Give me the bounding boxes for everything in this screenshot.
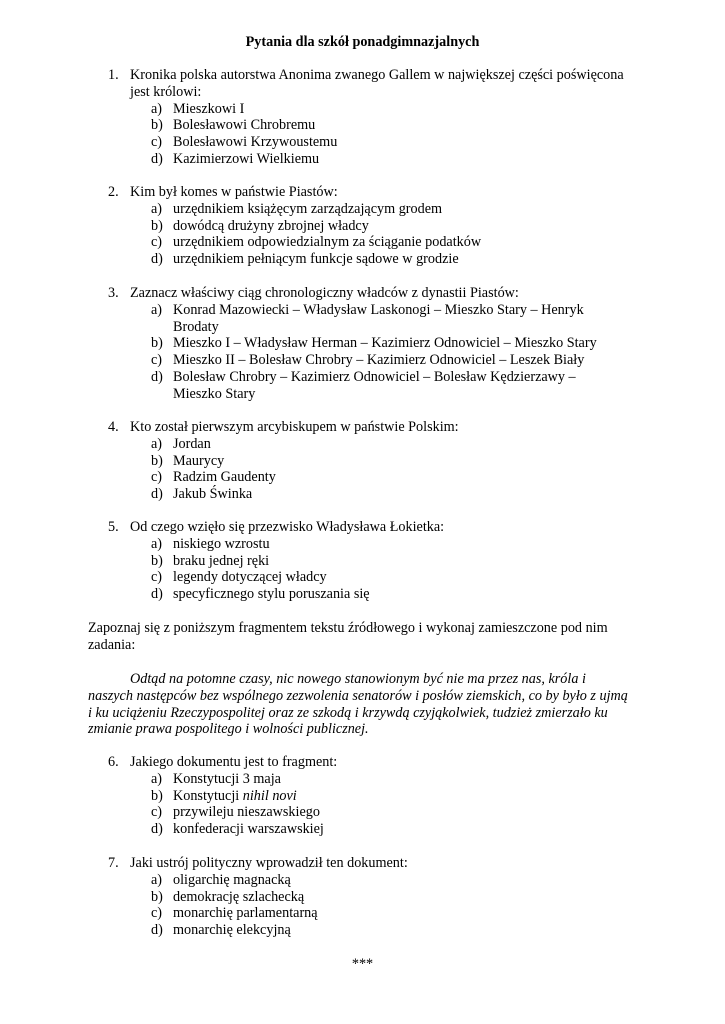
answer-option: [108, 201, 628, 218]
source-intro: Zapoznaj się z poniższym fragmentem tekstu źródłowego i wykonaj zamieszczone pod nim zadania:: [88, 620, 608, 653]
option-text-plain: demokrację szlachecką: [173, 888, 305, 905]
option-letter: d): [151, 821, 163, 838]
question-text-row: [108, 519, 628, 536]
option-text-plain: Radzim Gaudenty: [173, 469, 276, 486]
answer-options: [108, 536, 628, 603]
option-letter: d): [151, 586, 163, 603]
answer-option: [108, 335, 628, 352]
option-text-plain: braku jednej ręki: [173, 552, 270, 569]
question-number: 4.: [108, 419, 119, 435]
option-text-plain: dowódcą drużyny zbrojnej władcy: [173, 217, 369, 234]
option-text: [173, 821, 628, 838]
option-text-plain: Maurycy: [173, 452, 225, 469]
option-letter: c): [151, 905, 163, 922]
answer-options: [108, 872, 628, 939]
option-letter: d): [151, 251, 163, 268]
option-text: [173, 218, 628, 235]
option-text-plain: oligarchię magnacką: [173, 871, 291, 888]
answer-option: [108, 134, 628, 151]
question-3: [108, 285, 628, 403]
option-letter: c): [151, 134, 163, 151]
option-text: [173, 453, 628, 470]
option-letter: a): [151, 301, 163, 318]
question-6: [108, 754, 628, 838]
answer-option: [108, 352, 628, 369]
option-text-plain: Kazimierzowi Wielkiemu: [173, 150, 320, 167]
answer-option: [108, 821, 628, 838]
option-text: [173, 352, 628, 369]
answer-option: [108, 905, 628, 922]
option-letter: c): [151, 234, 163, 251]
option-text: [173, 905, 628, 922]
option-text: [173, 922, 628, 939]
answer-options: [108, 101, 628, 168]
option-letter: a): [151, 435, 163, 452]
option-letter: d): [151, 368, 163, 385]
option-letter: a): [151, 100, 163, 117]
option-text: [173, 804, 628, 821]
option-text: [173, 469, 628, 486]
question-text-row: [108, 67, 628, 101]
option-text-plain: urzędnikiem odpowiedzialnym za ściąganie podatków: [173, 234, 482, 251]
question-text-row: [108, 285, 628, 302]
option-text: [173, 251, 628, 268]
option-letter: b): [151, 452, 163, 469]
option-text-plain: Bolesławowi Krzywoustemu: [173, 134, 338, 151]
question-text: Jaki ustrój polityczny wprowadził ten dokument:: [130, 855, 408, 871]
question-text: Zaznacz właściwy ciąg chronologiczny władców z dynastii Piastów:: [130, 285, 519, 301]
question-number: 5.: [108, 519, 119, 535]
answer-option: [108, 536, 628, 553]
option-text: [173, 151, 628, 168]
option-letter: b): [151, 217, 163, 234]
question-text: Jakiego dokumentu jest to fragment:: [130, 754, 338, 770]
question-number: 3.: [108, 285, 119, 301]
option-text: [173, 134, 628, 151]
option-letter: a): [151, 871, 163, 888]
answer-option: [108, 586, 628, 603]
option-letter: a): [151, 770, 163, 787]
option-text-plain: Mieszkowi I: [173, 100, 245, 117]
option-text-plain: urzędnikiem książęcym zarządzającym grodem: [173, 200, 443, 217]
option-text: [173, 302, 628, 336]
answer-option: [108, 436, 628, 453]
option-letter: d): [151, 486, 163, 503]
question-text-row: [108, 184, 628, 201]
question-1: [108, 67, 628, 168]
question-number: 6.: [108, 754, 119, 770]
option-letter: a): [151, 200, 163, 217]
question-text: Kto został pierwszym arcybiskupem w państwie Polskim:: [130, 419, 459, 435]
option-text-plain: urzędnikiem pełniącym funkcje sądowe w grodzie: [173, 251, 459, 268]
option-letter: a): [151, 535, 163, 552]
answer-option: [108, 771, 628, 788]
answer-option: [108, 553, 628, 570]
option-text: [173, 201, 628, 218]
answer-option: [108, 469, 628, 486]
question-7: [108, 855, 628, 939]
answer-option: [108, 234, 628, 251]
option-letter: b): [151, 335, 163, 352]
answer-option: [108, 218, 628, 235]
option-letter: b): [151, 888, 163, 905]
question-number: 1.: [108, 67, 119, 83]
answer-option: [108, 889, 628, 906]
question-text: Kronika polska autorstwa Anonima zwanego Gallem w największej części poświęcona jest królowi:: [130, 67, 624, 100]
option-text: [173, 369, 628, 403]
answer-options: [108, 302, 628, 403]
option-letter: d): [151, 150, 163, 167]
option-text-plain: monarchię parlamentarną: [173, 905, 318, 922]
answer-options: [108, 201, 628, 268]
question-number: 2.: [108, 184, 119, 200]
option-letter: c): [151, 469, 163, 486]
option-text: [173, 101, 628, 118]
option-letter: c): [151, 569, 163, 586]
option-text: [173, 889, 628, 906]
answer-option: [108, 788, 628, 805]
option-text: [173, 771, 628, 788]
option-text-plain: Bolesławowi Chrobremu: [173, 117, 316, 134]
option-text-plain: konfederacji warszawskiej: [173, 821, 324, 838]
option-text: [173, 586, 628, 603]
answer-option: [108, 569, 628, 586]
option-text-plain: Jordan: [173, 435, 211, 452]
question-text: Kim był komes w państwie Piastów:: [130, 184, 338, 200]
option-text: [173, 788, 628, 805]
option-text: [173, 872, 628, 889]
page-title: Pytania dla szkół ponadgimnazjalnych: [245, 34, 480, 50]
option-text-plain: przywileju nieszawskiego: [173, 804, 320, 821]
option-text: [173, 569, 628, 586]
question-2: [108, 184, 628, 268]
option-text: [173, 436, 628, 453]
option-letter: b): [151, 552, 163, 569]
question-4: [108, 419, 628, 503]
option-text: [173, 553, 628, 570]
option-text-plain: legendy dotyczącej władcy: [173, 569, 327, 586]
option-text: [173, 234, 628, 251]
option-text: [173, 117, 628, 134]
answer-option: [108, 251, 628, 268]
answer-option: [108, 302, 628, 336]
answer-option: [108, 151, 628, 168]
option-letter: b): [151, 117, 163, 134]
answer-option: [108, 804, 628, 821]
answer-option: [108, 101, 628, 118]
option-letter: d): [151, 922, 163, 939]
option-text: [173, 536, 628, 553]
option-text-plain: Bolesław Chrobry – Kazimierz Odnowiciel – Bolesław Kędzierzawy – Mieszko Stary: [173, 368, 576, 402]
option-text-plain: Konstytucji 3 maja: [173, 770, 281, 787]
question-text-row: [108, 754, 628, 771]
answer-option: [108, 872, 628, 889]
question-text-row: [108, 855, 628, 872]
source-quote: Odtąd na potomne czasy, nic nowego stanowionym być nie ma przez nas, króla i naszych następców bez wspólnego zezwolenia senatorów i posłów ziemskich, co by było z ujmą i ku uciążeniu Rzeczypospolitej oraz ze szkodą i krzywdą czyjąkolwiek, tudzież zmierzało ku zmianie prawa pospolitego i wolności publicznej.: [88, 671, 628, 738]
option-letter: c): [151, 352, 163, 369]
option-text-plain: specyficznego stylu poruszania się: [173, 586, 370, 603]
option-text-italic: nihil novi: [242, 787, 297, 804]
question-text-row: [108, 419, 628, 436]
option-letter: c): [151, 804, 163, 821]
answer-options: [108, 771, 628, 838]
option-text-plain: niskiego wzrostu: [173, 535, 270, 552]
option-text-plain: Jakub Świnka: [173, 486, 253, 503]
answer-option: [108, 453, 628, 470]
option-text-plain: Konstytucji: [173, 787, 243, 804]
answer-option: [108, 117, 628, 134]
answer-option: [108, 486, 628, 503]
option-letter: b): [151, 787, 163, 804]
option-text-plain: Mieszko I – Władysław Herman – Kazimierz Odnowiciel – Mieszko Stary: [173, 335, 597, 352]
question-number: 7.: [108, 855, 119, 871]
option-text-plain: Mieszko II – Bolesław Chrobry – Kazimierz Odnowiciel – Leszek Biały: [173, 352, 585, 369]
section-separator: ***: [351, 956, 374, 972]
question-text: Od czego wzięło się przezwisko Władysława Łokietka:: [130, 519, 445, 535]
option-text-plain: monarchię elekcyjną: [173, 922, 291, 939]
answer-option: [108, 922, 628, 939]
question-5: [108, 519, 628, 603]
answer-option: [108, 369, 628, 403]
option-text: [173, 335, 628, 352]
answer-options: [108, 436, 628, 503]
option-text-plain: Konrad Mazowiecki – Władysław Laskonogi – Mieszko Stary – Henryk Brodaty: [173, 301, 584, 335]
option-text: [173, 486, 628, 503]
